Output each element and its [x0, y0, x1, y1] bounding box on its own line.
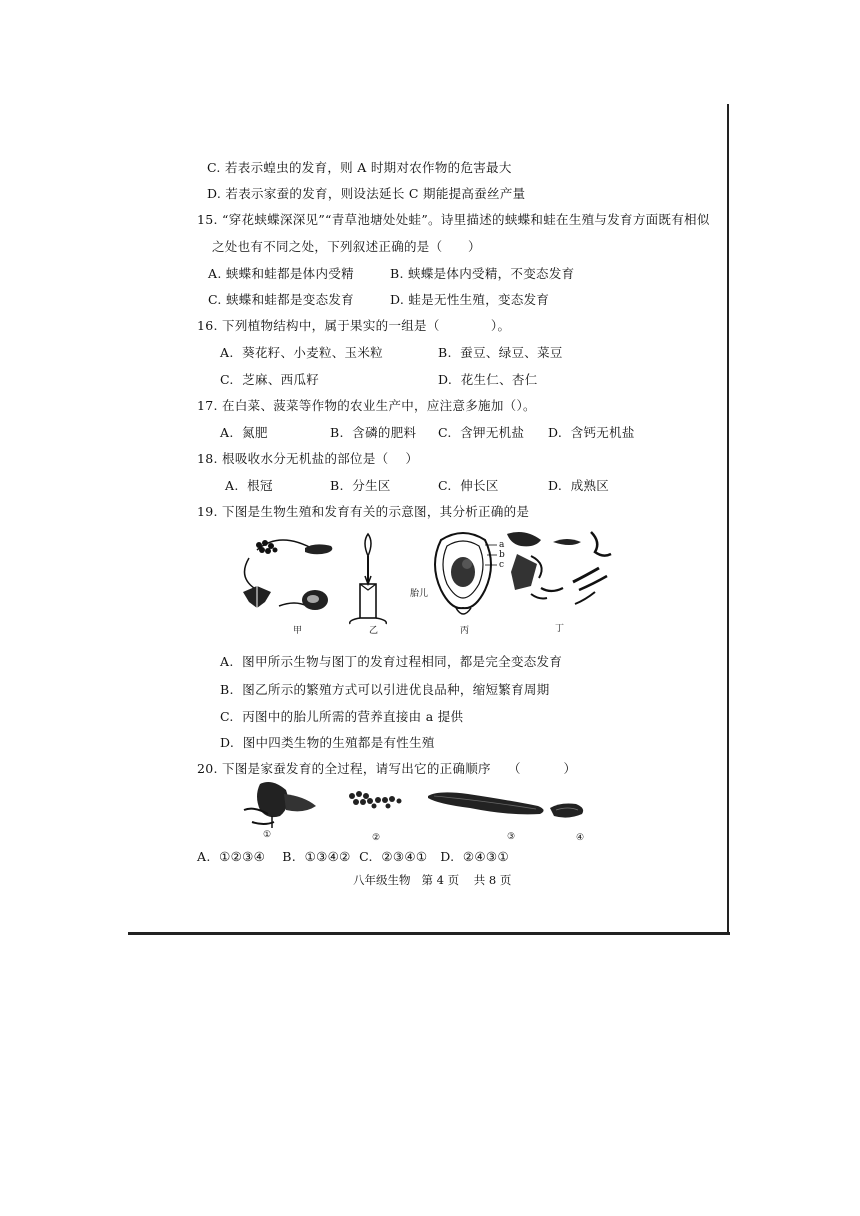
- figure-19: [235, 528, 625, 638]
- option-19d: D. 图中四类生物的生殖都是有性生殖: [220, 735, 435, 750]
- figure-20: [238, 776, 588, 838]
- option-18d: D. 成熟区: [548, 478, 610, 493]
- option-17b: B. 含磷的肥料: [330, 425, 417, 440]
- option-18a: A. 根冠: [225, 478, 273, 493]
- figure20-num-4: ④: [576, 833, 585, 843]
- option-18b: B. 分生区: [330, 478, 391, 493]
- figure-label-c: c: [499, 560, 505, 570]
- question-20-options: A. ①②③④ B. ①③④② C. ②③④① D. ②④③①: [197, 849, 509, 864]
- question-17-stem: 17. 在白菜、菠菜等作物的农业生产中，应注意多施加（）。: [197, 398, 536, 413]
- page-right-edge: [727, 104, 729, 934]
- figure-label-yi: 乙: [369, 626, 379, 636]
- figure-label-a: a: [499, 540, 505, 550]
- figure-label-ding: 丁: [555, 624, 565, 634]
- figure-bing-fetus: [435, 533, 497, 614]
- option-16b: B. 蚕豆、绿豆、菜豆: [438, 345, 563, 360]
- figure-label-b: b: [499, 550, 505, 560]
- figure-jia-lifecycle: [243, 540, 332, 610]
- option-16c: C. 芝麻、西瓜籽: [220, 372, 320, 387]
- question-15-stem: 15. “穿花蛱蝶深深见”“青草池塘处处蛙”。诗里描述的蛱蝶和蛙在生殖与发育方面既有相似: [197, 212, 710, 227]
- figure20-num-1: ①: [263, 830, 272, 840]
- option-14d: D. 若表示家蚕的发育，则设法延长 C 期能提高蚕丝产量: [207, 186, 526, 201]
- option-19b: B. 图乙所示的繁殖方式可以引进优良品种，缩短繁育周期: [220, 682, 550, 697]
- question-18-stem: 18. 根吸收水分无机盐的部位是（ ）: [197, 451, 419, 466]
- option-17c: C. 含钾无机盐: [438, 425, 525, 440]
- option-15a: A. 蛱蝶和蛙都是体内受精: [208, 266, 354, 281]
- option-14c: C. 若表示蝗虫的发育，则 A 时期对农作物的危害最大: [207, 160, 512, 175]
- figure20-num-3: ③: [507, 832, 516, 842]
- figure-label-fetus: 胎儿: [410, 589, 429, 599]
- question-15-stem-cont: 之处也有不同之处，下列叙述正确的是（ ）: [212, 239, 481, 254]
- silkworm-moth-icon: [244, 782, 316, 828]
- option-17d: D. 含钙无机盐: [548, 425, 635, 440]
- page-footer: 八年级生物 第 4 页 共 8 页: [353, 873, 512, 887]
- option-15d: D. 蛙是无性生殖，变态发育: [390, 292, 550, 307]
- question-16-stem: 16. 下列植物结构中，属于果实的一组是（ ）。: [197, 318, 511, 333]
- figure20-num-2: ②: [372, 833, 381, 843]
- question-19-stem: 19. 下图是生物生殖和发育有关的示意图，其分析正确的是: [197, 504, 530, 519]
- silkworm-cocoon-icon: [550, 804, 583, 818]
- option-19a: A. 图甲所示生物与图丁的发育过程相同，都是完全变态发育: [220, 654, 563, 669]
- silkworm-larva-icon: [428, 792, 544, 814]
- option-15c: C. 蛱蝶和蛙都是变态发育: [208, 292, 354, 307]
- option-18c: C. 伸长区: [438, 478, 499, 493]
- silkworm-eggs-icon: [349, 791, 402, 809]
- option-19c: C. 丙图中的胎儿所需的营养直接由 a 提供: [220, 709, 464, 724]
- option-15b: B. 蛱蝶是体内受精，不变态发育: [390, 266, 575, 281]
- figure-label-jia: 甲: [293, 626, 303, 636]
- figure-label-bing: 丙: [460, 626, 470, 636]
- question-20-stem: 20. 下图是家蚕发育的全过程，请写出它的正确顺序 （ ）: [197, 761, 577, 776]
- option-17a: A. 氮肥: [220, 425, 268, 440]
- page-bottom-edge: [128, 932, 730, 935]
- figure-ding-frog: [507, 532, 611, 604]
- option-16d: D. 花生仁、杏仁: [438, 372, 538, 387]
- option-16a: A. 葵花籽、小麦粒、玉米粒: [220, 345, 383, 360]
- figure-yi-grafting: [350, 534, 387, 624]
